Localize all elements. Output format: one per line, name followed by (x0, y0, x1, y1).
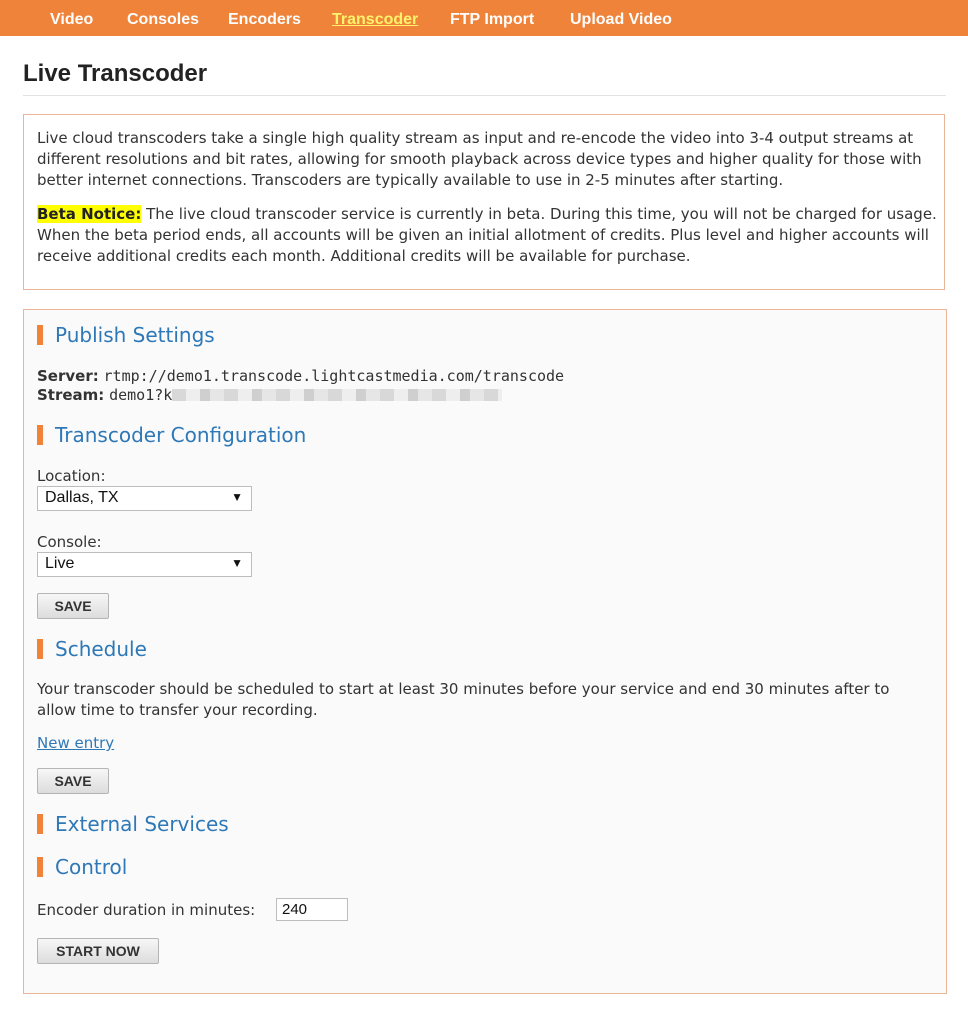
console-label: Console: (37, 533, 102, 551)
server-label: Server: (37, 367, 99, 385)
server-value: rtmp://demo1.transcode.lightcastmedia.com/transcode (103, 367, 565, 385)
console-select-value: Live (45, 555, 75, 572)
new-entry-link[interactable]: New entry (37, 734, 115, 752)
dropdown-arrow-icon: ▼ (231, 490, 243, 504)
beta-notice-body: The live cloud transcoder service is currently in beta. During this time, you will not be charged for usage. When the beta period ends, all accounts will be given an initial allotment of credits. Plus level and higher accounts will receive additional credits each month. Additional credits will be available for purchase. (37, 205, 937, 265)
start-now-button[interactable]: START NOW (37, 938, 159, 964)
nav-item-consoles[interactable]: Consoles (127, 11, 200, 28)
duration-label: Encoder duration in minutes: (37, 901, 256, 919)
external-services-heading (37, 813, 229, 835)
title-divider (23, 95, 946, 96)
heading-accent-bar (37, 814, 43, 834)
heading-accent-bar (37, 425, 43, 445)
beta-notice-text (37, 204, 937, 267)
location-select[interactable] (37, 486, 252, 511)
stream-label: Stream: (37, 386, 105, 404)
server-row (37, 367, 564, 386)
external-services-heading-text: External Services (55, 812, 229, 836)
transcoder-configuration-heading-text: Transcoder Configuration (55, 423, 307, 447)
location-select-value: Dallas, TX (45, 489, 119, 506)
control-heading-text: Control (55, 855, 128, 879)
nav-item-encoders[interactable]: Encoders (228, 11, 301, 28)
schedule-heading (37, 638, 147, 660)
transcoder-settings-panel (23, 309, 947, 994)
stream-row (37, 386, 502, 405)
publish-settings-heading-text: Publish Settings (55, 323, 215, 347)
publish-settings-heading (37, 324, 215, 346)
redacted-stream-key (172, 389, 502, 401)
nav-item-transcoder[interactable]: Transcoder (332, 11, 419, 28)
dropdown-arrow-icon: ▼ (231, 556, 243, 570)
stream-value: demo1?k (109, 386, 173, 404)
intro-text: Live cloud transcoders take a single high quality stream as input and re-encode the video into 3-4 output streams at different resolutions and bit rates, allowing for smooth playback across device types and higher quality for those with better internet connections. Transcoders are typically available to use in 2-5 minutes after starting. (37, 129, 922, 189)
nav-item-upload-video[interactable]: Upload Video (570, 11, 672, 28)
location-label: Location: (37, 467, 106, 485)
top-navigation (0, 0, 968, 36)
schedule-save-button[interactable]: SAVE (37, 768, 109, 794)
info-notice-box (23, 114, 945, 290)
page-title: Live Transcoder (23, 60, 208, 87)
heading-accent-bar (37, 857, 43, 877)
duration-input[interactable] (276, 898, 348, 921)
control-heading (37, 856, 127, 878)
heading-accent-bar (37, 639, 43, 659)
console-select[interactable] (37, 552, 252, 577)
beta-notice-label: Beta Notice: (37, 205, 142, 223)
transcoder-configuration-heading (37, 424, 306, 446)
schedule-heading-text: Schedule (55, 637, 147, 661)
nav-item-ftp-import[interactable]: FTP Import (450, 11, 535, 28)
config-save-button[interactable]: SAVE (37, 593, 109, 619)
heading-accent-bar (37, 325, 43, 345)
nav-item-video[interactable]: Video (50, 11, 94, 28)
schedule-description: Your transcoder should be scheduled to start at least 30 minutes before your service and end 30 minutes after to allow time to transfer your recording. (37, 680, 890, 719)
